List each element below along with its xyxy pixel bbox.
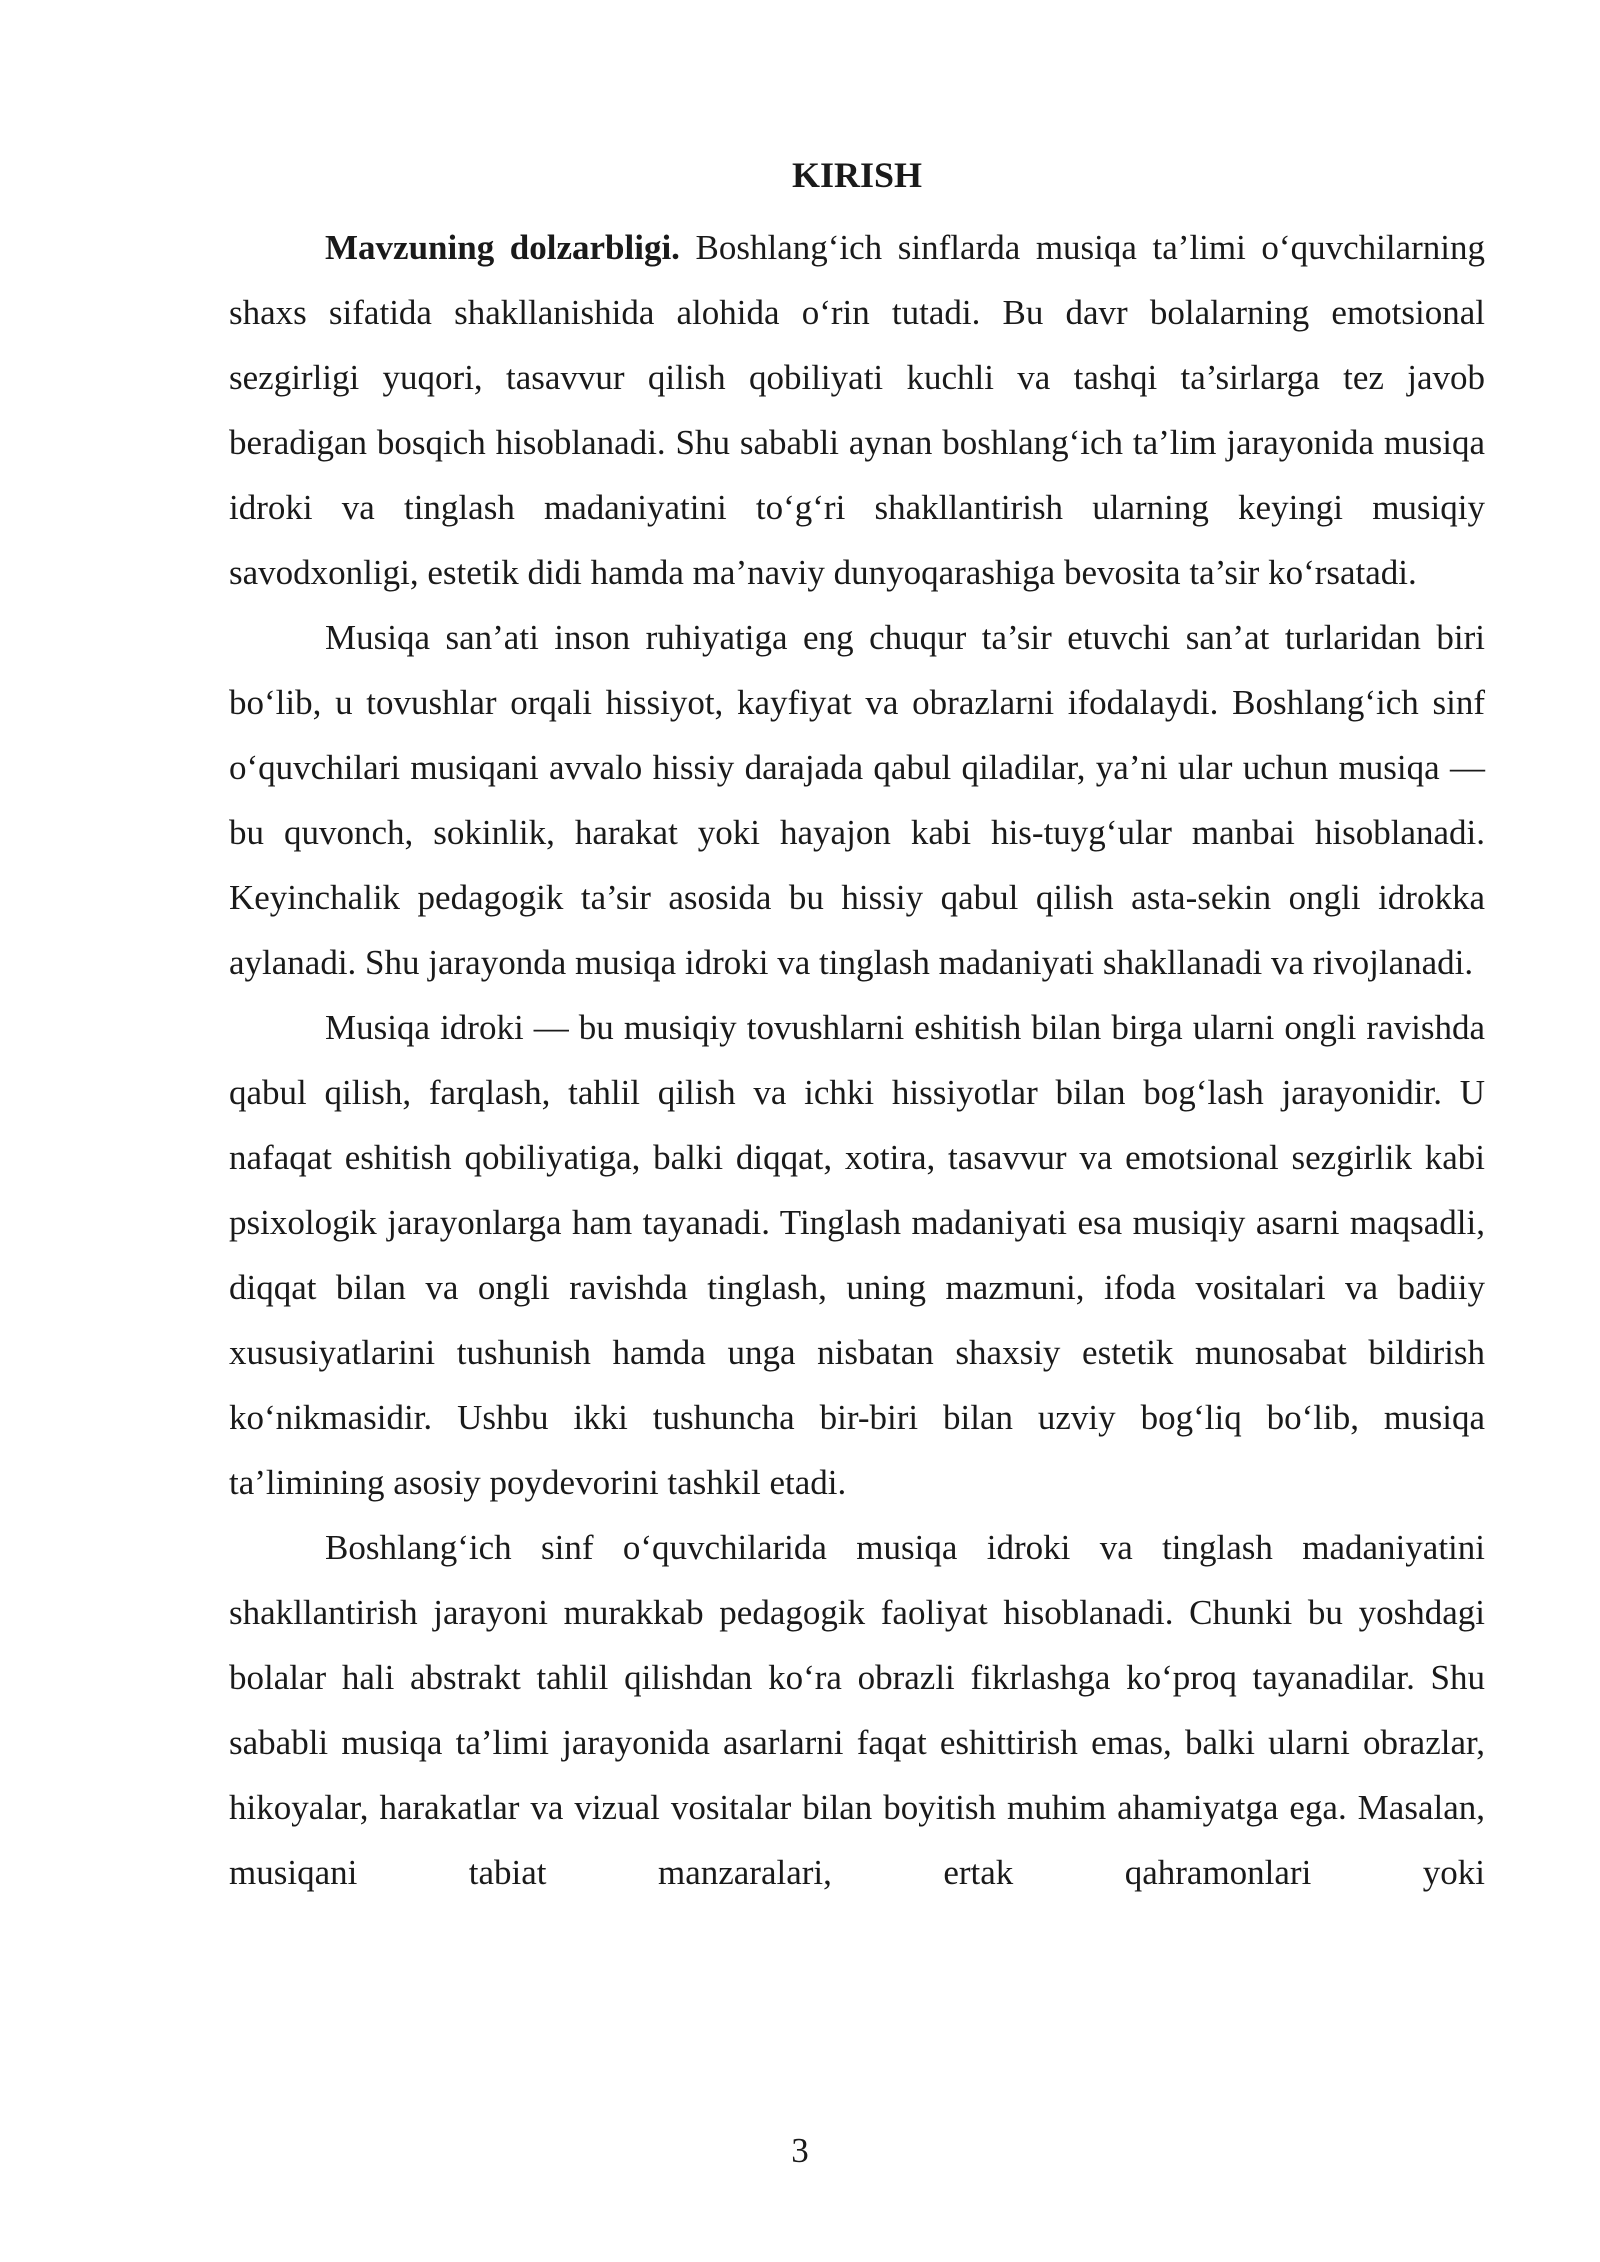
paragraph-primary-students: Boshlang‘ich sinf o‘quvchilarida musiqa idroki va tinglash madaniyatini shakllantirish jarayoni murakkab pedagogik faoliyat hisoblanadi. Chunki bu yoshdagi bolalar hali abstrakt tahlil qilishdan ko‘ra obrazli fikrlashga ko‘proq tayanadilar. Shu sababli musiqa ta’limi jarayonida asarlarni faqat eshittirish emas, balki ularni obrazlar, hikoyalar, harakatlar va vizual vositalar bilan boyitish muhim ahamiyatga ega. Masalan, musiqani tabiat manzaralari, ertak qahramonlari yoki <box>229 1528 1485 1892</box>
section-title: KIRISH <box>791 155 923 195</box>
paragraph-text: Boshlang‘ich sinflarda musiqa ta’limi o‘quvchilarning shaxs sifatida shakllanishida alohida o‘rin tutadi. Bu davr bolalarning emotsional sezgirligi yuqori, tasavvur qilish qobiliyati kuchli va tashqi ta’sirlarga tez javob beradigan bosqich hisoblanadi. Shu sababli aynan boshlang‘ich ta’lim jarayonida musiqa idroki va tinglash madaniyatini to‘g‘ri shakllantirish ularning keyingi musiqiy savodxonligi, estetik didi hamda ma’naviy dunyoqarashiga bevosita ta’sir ko‘rsatadi. <box>229 228 1485 592</box>
paragraph-lead: Mavzuning dolzarbligi. <box>325 228 680 267</box>
paragraph-relevance <box>229 215 1485 605</box>
document-page <box>229 150 1485 1905</box>
paragraph-music-art: Musiqa san’ati inson ruhiyatiga eng chuqur ta’sir etuvchi san’at turlaridan biri bo‘lib, u tovushlar orqali hissiyot, kayfiyat va obrazlarni ifodalaydi. Boshlang‘ich sinf o‘quvchilari musiqani avvalo hissiy darajada qabul qiladilar, ya’ni ular uchun musiqa — bu quvonch, sokinlik, harakat yoki hayajon kabi his-tuyg‘ular manbai hisoblanadi. Keyinchalik pedagogik ta’sir asosida bu hissiy qabul qilish asta-sekin ongli idrokka aylanadi. Shu jarayonda musiqa idroki va tinglash madaniyati shakllanadi va rivojlanadi. <box>229 618 1485 982</box>
page-number: 3 <box>791 2131 809 2170</box>
paragraph-music-perception: Musiqa idroki — bu musiqiy tovushlarni eshitish bilan birga ularni ongli ravishda qabul qilish, farqlash, tahlil qilish va ichki hissiyotlar bilan bog‘lash jarayonidir. U nafaqat eshitish qobiliyatiga, balki diqqat, xotira, tasavvur va emotsional sezgirlik kabi psixologik jarayonlarga ham tayanadi. Tinglash madaniyati esa musiqiy asarni maqsadli, diqqat bilan va ongli ravishda tinglash, uning mazmuni, ifoda vositalari va badiiy xususiyatlarini tushunish hamda unga nisbatan shaxsiy estetik munosabat bildirish ko‘nikmasidir. Ushbu ikki tushuncha bir-biri bilan uzviy bog‘liq bo‘lib, musiqa ta’limining asosiy poydevorini tashkil etadi. <box>229 1008 1485 1502</box>
